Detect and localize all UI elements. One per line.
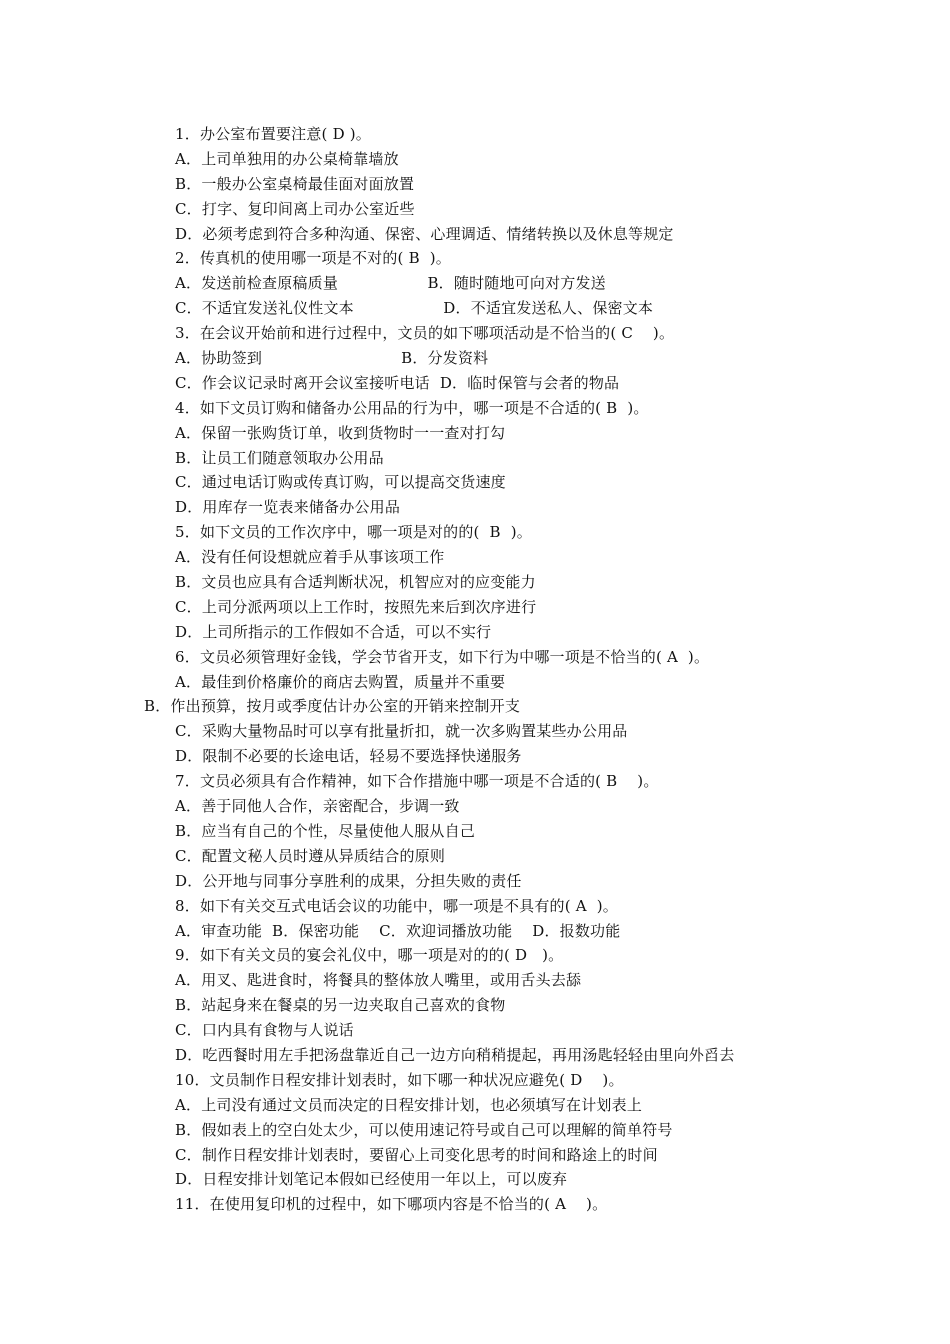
question-8: 8．如下有关交互式电话会议的功能中，哪一项是不具有的( A )。	[175, 896, 618, 915]
question-11: 11．在使用复印机的过程中，如下哪项内容是不恰当的( A )。	[175, 1195, 608, 1214]
question-9: 9．如下有关文员的宴会礼仪中，哪一项是对的的( D )。	[175, 946, 564, 965]
option-6-b: B．作出预算，按月或季度估计办公室的开销来控制开支	[144, 697, 521, 716]
question-7: 7．文员必须具有合作精神，如下合作措施中哪一项是不合适的( B )。	[175, 772, 659, 791]
question-4: 4．如下文员订购和储备办公用品的行为中，哪一项是不合适的( B )。	[175, 398, 649, 417]
option-2-cd: C．不适宜发送礼仪性文本 D．不适宜发送私人、保密文本	[175, 299, 654, 318]
question-6: 6．文员必须管理好金钱，学会节省开支，如下行为中哪一项是不恰当的( A )。	[175, 647, 710, 666]
option-10-c: C．制作日程安排计划表时，要留心上司变化思考的时间和路途上的时间	[175, 1145, 658, 1164]
option-7-a: A．善于同他人合作，亲密配合，步调一致	[175, 797, 460, 816]
option-10-a: A．上司没有通过文员而决定的日程安排计划，也必须填写在计划表上	[175, 1095, 643, 1114]
option-1-b: B．一般办公室桌椅最佳面对面放置	[175, 174, 415, 193]
question-10: 10．文员制作日程安排计划表时，如下哪一种状况应避免( D )。	[175, 1070, 624, 1089]
option-7-d: D．公开地与同事分享胜利的成果，分担失败的责任	[175, 871, 522, 890]
option-10-d: D．日程安排计划笔记本假如已经使用一年以上，可以废弃	[175, 1170, 568, 1189]
option-7-b: B．应当有自己的个性，尽量使他人服从自己	[175, 821, 476, 840]
option-9-d: D．吃西餐时用左手把汤盘靠近自己一边方向稍稍提起，再用汤匙轻轻由里向外舀去	[175, 1045, 735, 1064]
option-4-c: C．通过电话订购或传真订购，可以提高交货速度	[175, 473, 506, 492]
option-1-a: A．上司单独用的办公桌椅靠墙放	[175, 149, 399, 168]
option-4-a: A．保留一张购货订单，收到货物时一一查对打勾	[175, 423, 506, 442]
option-3-cd: C．作会议记录时离开会议室接听电话 D．临时保管与会者的物品	[175, 373, 620, 392]
option-1-d: D．必须考虑到符合多种沟通、保密、心理调适、情绪转换以及休息等规定	[175, 224, 674, 243]
question-1: 1．办公室布置要注意( D )。	[175, 125, 372, 143]
question-5: 5．如下文员的工作次序中，哪一项是对的的( B )。	[175, 523, 532, 542]
option-1-c: C．打字、复印间离上司办公室近些	[175, 199, 415, 218]
question-3: 3．在会议开始前和进行过程中，文员的如下哪项活动是不恰当的( C )。	[175, 324, 675, 343]
option-8-abcd: A．审查功能 B．保密功能 C．欢迎词播放功能 D．报数功能	[175, 921, 621, 940]
option-5-a: A．没有任何设想就应着手从事该项工作	[175, 548, 445, 567]
option-7-c: C．配置文秘人员时遵从异质结合的原则	[175, 846, 446, 865]
option-10-b: B．假如表上的空白处太少，可以使用速记符号或自己可以理解的简单符号	[175, 1120, 673, 1139]
option-9-a: A．用叉、匙进食时，将餐具的整体放人嘴里，或用舌头去舔	[175, 971, 582, 990]
question-list	[0, 122, 950, 1217]
question-2: 2．传真机的使用哪一项是不对的( B )。	[175, 249, 451, 268]
option-9-b: B．站起身来在餐桌的另一边夹取自己喜欢的食物	[175, 996, 506, 1015]
option-4-b: B．让员工们随意领取办公用品	[175, 448, 384, 467]
option-9-c: C．口内具有食物与人说话	[175, 1021, 354, 1040]
option-3-ab: A．协助签到 B．分发资料	[175, 349, 489, 368]
option-6-d: D．限制不必要的长途电话，轻易不要选择快递服务	[175, 747, 522, 766]
option-6-a: A．最佳到价格廉价的商店去购置，质量并不重要	[175, 672, 506, 691]
option-6-c: C．采购大量物品时可以享有批量折扣，就一次多购置某些办公用品	[175, 722, 628, 741]
option-4-d: D．用库存一览表来储备办公用品	[175, 498, 401, 517]
option-5-c: C．上司分派两项以上工作时，按照先来后到次序进行	[175, 597, 537, 616]
option-2-ab: A．发送前检查原稿质量 B．随时随地可向对方发送	[175, 274, 606, 293]
option-5-d: D．上司所指示的工作假如不合适，可以不实行	[175, 622, 492, 641]
option-5-b: B．文员也应具有合适判断状况，机智应对的应变能力	[175, 573, 536, 592]
